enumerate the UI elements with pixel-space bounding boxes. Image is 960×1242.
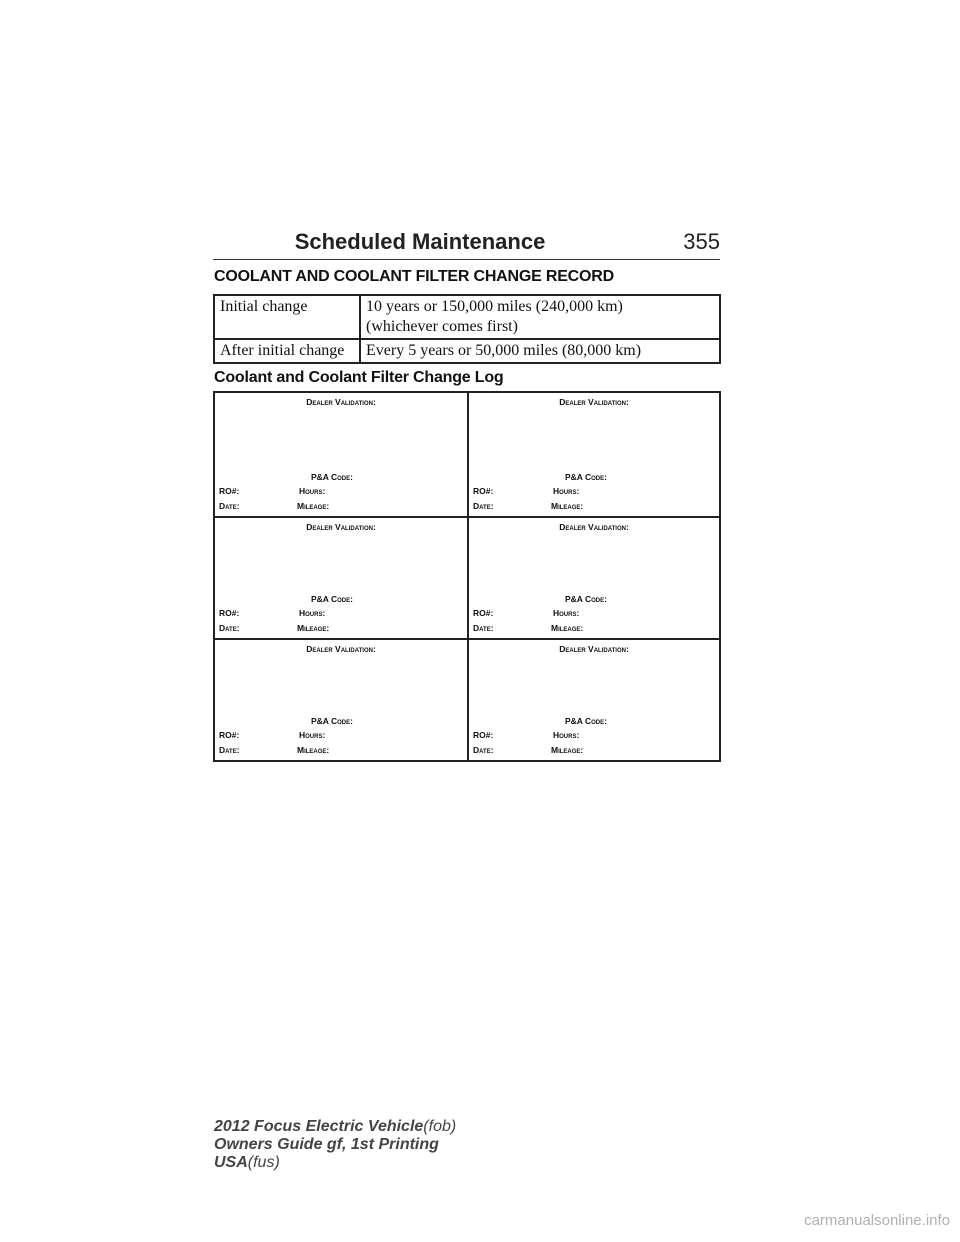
hours-label: Hours: <box>553 486 580 496</box>
ro-number-label: RO#: <box>473 486 494 496</box>
mileage-label: Mileage: <box>551 623 584 633</box>
log-entry-box <box>467 516 719 638</box>
dealer-validation-label: Dealer Validation: <box>306 644 376 654</box>
footer-model: 2012 Focus Electric Vehicle <box>214 1118 424 1135</box>
date-label: Date: <box>219 745 240 755</box>
footer-model-code: (fob) <box>423 1118 457 1135</box>
record-label-after: After initial change <box>214 339 360 363</box>
log-entry-box <box>467 638 719 760</box>
mileage-label: Mileage: <box>297 501 330 511</box>
footer-market-code: (fus) <box>247 1154 280 1171</box>
record-value-initial-line1: 10 years or 150,000 miles (240,000 km) <box>366 298 623 315</box>
record-value-after: Every 5 years or 50,000 miles (80,000 km) <box>360 339 720 363</box>
dealer-validation-label: Dealer Validation: <box>559 644 629 654</box>
record-label-initial: Initial change <box>214 295 360 339</box>
ro-number-label: RO#: <box>219 608 240 618</box>
log-entry-box <box>215 393 467 516</box>
footer-market: USA <box>214 1154 248 1171</box>
footer-line-2 <box>214 1136 456 1154</box>
page-header-title: Scheduled Maintenance <box>294 229 546 254</box>
date-label: Date: <box>219 623 240 633</box>
print-footer <box>214 1118 456 1172</box>
ro-number-label: RO#: <box>219 730 240 740</box>
date-label: Date: <box>473 501 494 511</box>
ro-number-label: RO#: <box>473 608 494 618</box>
ro-number-label: RO#: <box>473 730 494 740</box>
mileage-label: Mileage: <box>551 745 584 755</box>
log-entry-box <box>215 516 467 638</box>
change-record-heading: COOLANT AND COOLANT FILTER CHANGE RECORD <box>214 268 614 285</box>
hours-label: Hours: <box>553 730 580 740</box>
record-value-initial-line2: (whichever comes first) <box>366 318 518 335</box>
record-value-initial <box>360 295 720 339</box>
mileage-label: Mileage: <box>551 501 584 511</box>
date-label: Date: <box>219 501 240 511</box>
hours-label: Hours: <box>299 730 326 740</box>
pa-code-label: P&A Code: <box>311 716 353 726</box>
footer-line-1 <box>214 1118 456 1136</box>
date-label: Date: <box>473 745 494 755</box>
pa-code-label: P&A Code: <box>565 716 607 726</box>
mileage-label: Mileage: <box>297 623 330 633</box>
mileage-label: Mileage: <box>297 745 330 755</box>
pa-code-label: P&A Code: <box>311 472 353 482</box>
hours-label: Hours: <box>299 486 326 496</box>
header-divider <box>213 259 720 260</box>
change-log-grid <box>213 391 721 762</box>
footer-guide: Owners Guide gf, 1st Printing <box>214 1136 439 1153</box>
change-record-table <box>213 294 721 364</box>
log-entry-box <box>215 638 467 760</box>
hours-label: Hours: <box>553 608 580 618</box>
dealer-validation-label: Dealer Validation: <box>306 397 376 407</box>
dealer-validation-label: Dealer Validation: <box>559 397 629 407</box>
table-row <box>214 339 720 363</box>
dealer-validation-label: Dealer Validation: <box>559 522 629 532</box>
pa-code-label: P&A Code: <box>565 594 607 604</box>
table-row <box>214 295 720 339</box>
dealer-validation-label: Dealer Validation: <box>306 522 376 532</box>
site-watermark: carmanualsonline.info <box>804 1212 950 1229</box>
log-entry-box <box>467 393 719 516</box>
hours-label: Hours: <box>299 608 326 618</box>
page-number: 355 <box>683 229 720 254</box>
date-label: Date: <box>473 623 494 633</box>
change-log-heading: Coolant and Coolant Filter Change Log <box>214 369 504 386</box>
footer-line-3 <box>214 1154 456 1172</box>
pa-code-label: P&A Code: <box>565 472 607 482</box>
pa-code-label: P&A Code: <box>311 594 353 604</box>
ro-number-label: RO#: <box>219 486 240 496</box>
